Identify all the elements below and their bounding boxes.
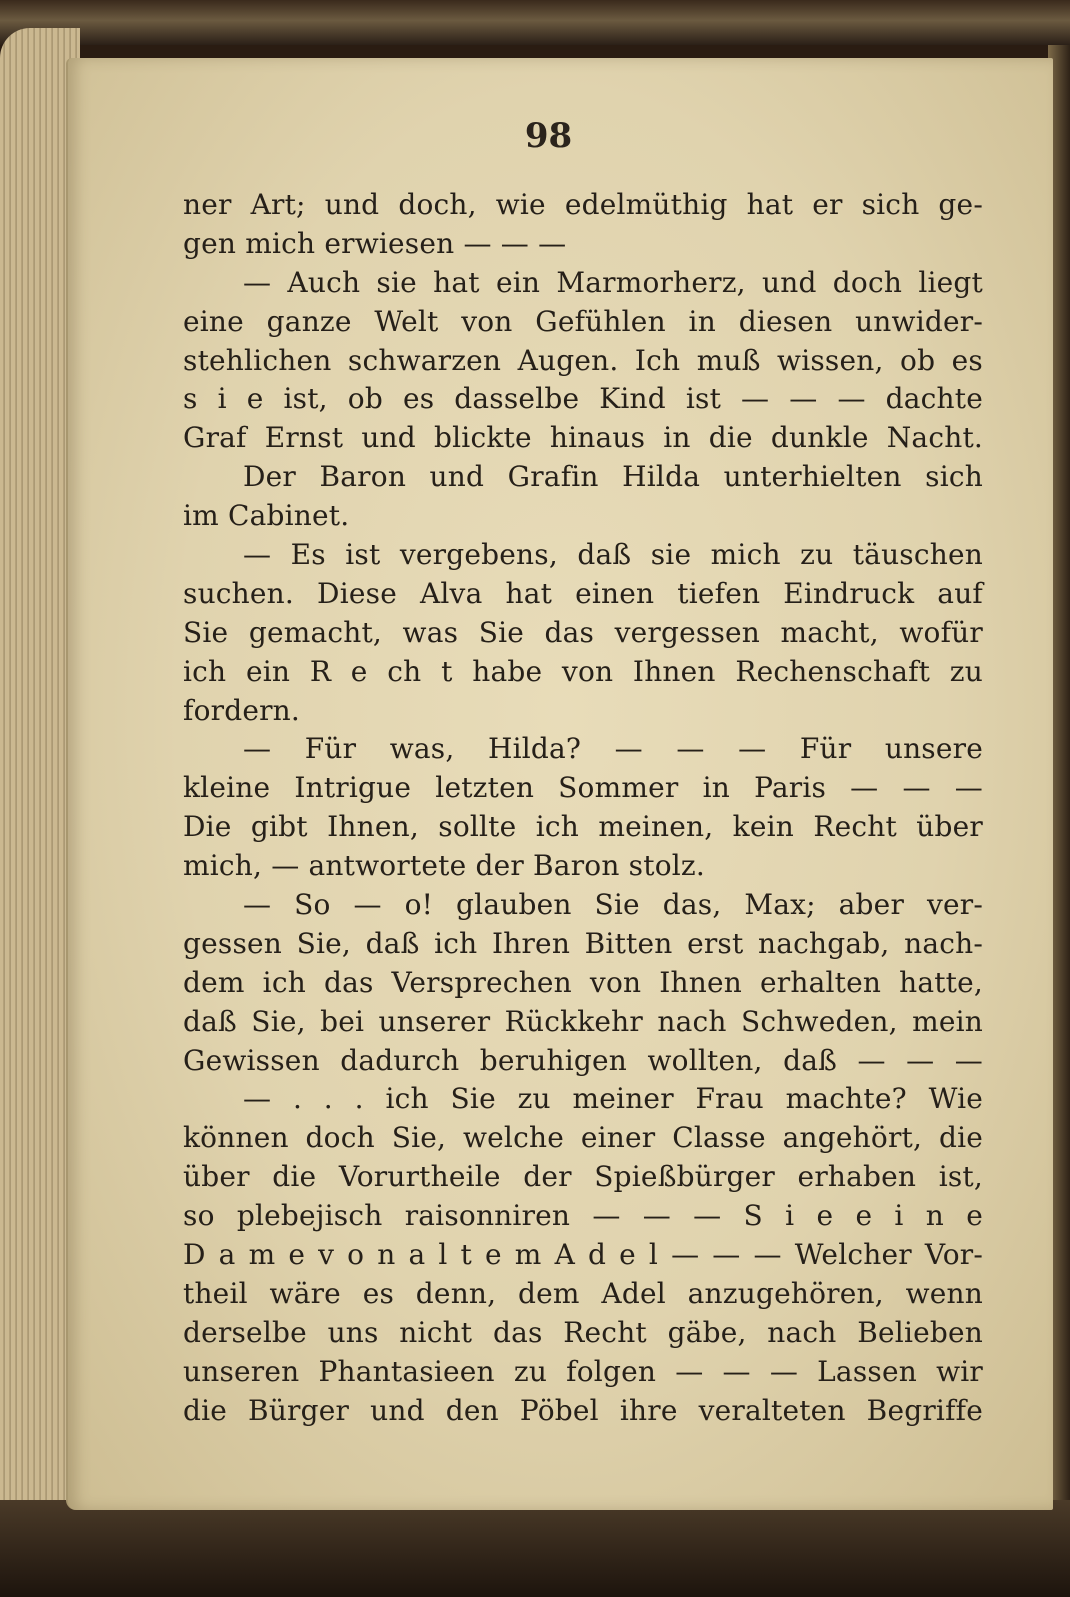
text-line: suchen. Diese Alva hat einen tiefen Eindruck auf <box>183 576 983 610</box>
text-line: gessen Sie, daß ich Ihren Bitten erst nachgab, nach- <box>183 926 983 960</box>
body-text <box>183 186 983 1431</box>
text-line: daß Sie, bei unserer Rückkehr nach Schweden, mein <box>183 1004 983 1038</box>
text-line: ich ein R e ch t habe von Ihnen Rechenschaft zu <box>183 654 983 688</box>
text-line: D a m e v o n a l t e m A d e l — — — Welcher Vor- <box>183 1238 983 1272</box>
text-line: können doch Sie, welche einer Classe angehört, die <box>183 1121 983 1155</box>
text-line: derselbe uns nicht das Recht gäbe, nach Belieben <box>183 1315 983 1349</box>
text-line: mich, — antwortete der Baron stolz. <box>183 849 705 883</box>
text-line: dem ich das Versprechen von Ihnen erhalten hatte, <box>183 965 983 999</box>
text-line: über die Vorurtheile der Spießbürger erhaben ist, <box>183 1160 983 1194</box>
text-line: Die gibt Ihnen, sollte ich meinen, kein Recht über <box>183 810 983 844</box>
text-line: Graf Ernst und blickte hinaus in die dunkle Nacht. <box>183 421 983 455</box>
text-line: unseren Phantasieen zu folgen — — — Lassen wir <box>183 1354 983 1388</box>
text-line: s i e ist, ob es dasselbe Kind ist — — — dachte <box>183 382 983 416</box>
page-number: 98 <box>524 116 573 156</box>
text-line: fordern. <box>183 693 301 727</box>
text-line: — So — o! glauben Sie das, Max; aber ver- <box>243 888 983 922</box>
text-line: gen mich erwiesen — — — <box>183 226 567 260</box>
text-line: so plebejisch raisonniren — — — S i e e i n e <box>183 1199 983 1233</box>
text-line: — . . . ich Sie zu meiner Frau machte? Wie <box>243 1082 983 1116</box>
text-line: Gewissen dadurch beruhigen wollten, daß — — — <box>183 1043 983 1077</box>
text-line: stehlichen schwarzen Augen. Ich muß wissen, ob es <box>183 343 983 377</box>
text-line: — Für was, Hilda? — — — Für unsere <box>243 732 983 766</box>
text-line: im Cabinet. <box>183 499 350 533</box>
text-line: ner Art; und doch, wie edelmüthig hat er sich ge- <box>183 188 983 221</box>
book-bottom-edge <box>0 1500 1070 1597</box>
text-line: kleine Intrigue letzten Sommer in Paris — — — <box>183 771 983 805</box>
book-top-edge <box>0 0 1070 45</box>
text-line: — Auch sie hat ein Marmorherz, und doch liegt <box>243 265 983 299</box>
text-line: die Bürger und den Pöbel ihre veralteten Begriffe <box>183 1393 983 1427</box>
text-line: theil wäre es denn, dem Adel anzugehören, wenn <box>183 1276 983 1310</box>
text-line: — Es ist vergebens, daß sie mich zu täuschen <box>243 538 983 572</box>
book-page <box>66 58 1053 1510</box>
text-line: Der Baron und Grafin Hilda unterhielten sich <box>243 460 983 494</box>
text-line: eine ganze Welt von Gefühlen in diesen unwider- <box>183 304 983 338</box>
text-line: Sie gemacht, was Sie das vergessen macht, wofür <box>183 615 983 649</box>
